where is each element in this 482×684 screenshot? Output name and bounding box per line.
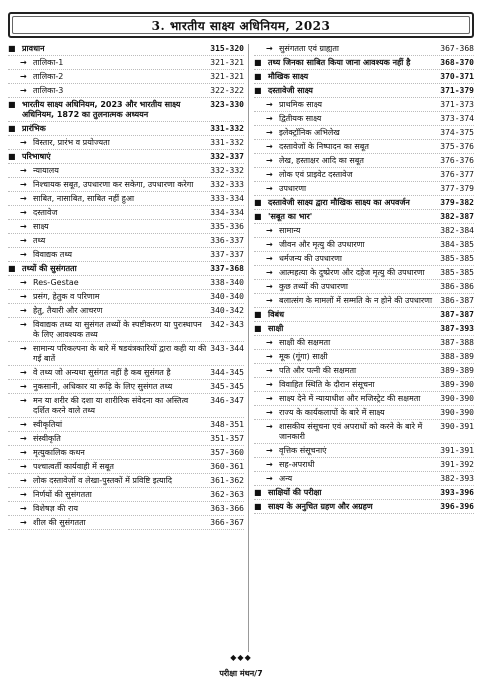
- index-columns: [8, 44, 474, 652]
- entry-label: ■ भारतीय साक्ष्य अधिनियम, 2023 और भारतीय साक्ष्य अधिनियम, 1872 का तुलनात्मक अध्ययन: [22, 100, 181, 119]
- entry-label: → जीवन और मृत्यु की उपधारणा: [279, 240, 365, 249]
- page-range: 387-387: [440, 310, 474, 319]
- entry-label: ■ दस्तावेजी साक्ष्य द्वारा मौखिक साक्ष्य का अपवर्जन: [268, 198, 410, 207]
- entry-separator: [8, 289, 244, 290]
- entry-label: → न्यायालय: [33, 166, 59, 175]
- page-range: 335-336: [210, 222, 244, 231]
- entry-label: → निश्चायक सबूत, उपधारणा कर सकेगा, उपधारणा करेगा: [33, 180, 194, 189]
- page-range: 384-385: [440, 240, 474, 249]
- subsection-item: [8, 344, 244, 364]
- entry-label: → विशेषज्ञ की राय: [33, 504, 78, 513]
- section-heading: [254, 58, 474, 68]
- entry-separator: [8, 487, 244, 488]
- entry-label: → विस्तार, प्रारंभ व प्रयोज्यता: [33, 138, 110, 147]
- entry-label: → तालिका-3: [33, 86, 64, 95]
- entry-label: → दस्तावेजों के निष्पादन का सबूत: [279, 142, 369, 151]
- entry-separator: [8, 473, 244, 474]
- subsection-item: [8, 194, 244, 204]
- subsection-item: [8, 368, 244, 378]
- page-range: 321-321: [210, 58, 244, 67]
- entry-label: → साक्षी की सक्षमता: [279, 338, 331, 347]
- entry-label: → लोक एवं प्राइवेट दस्तावेज: [279, 170, 353, 179]
- subsection-item: [254, 156, 474, 166]
- entry-label: → सह-अपराधी: [279, 460, 315, 469]
- page-range: 345-345: [210, 382, 244, 391]
- page-range: 390-390: [440, 408, 474, 417]
- footer-page-label: परीक्षा मंथन/7: [219, 669, 263, 678]
- section-heading: [254, 488, 474, 498]
- entry-separator: [8, 341, 244, 342]
- subsection-item: [8, 236, 244, 246]
- section-heading: [254, 86, 474, 96]
- page-range: 334-334: [210, 208, 244, 217]
- subsection-item: [254, 380, 474, 390]
- page-range: 342-343: [210, 320, 244, 329]
- subsection-item: [254, 296, 474, 306]
- entry-label: → साक्ष्य देने में न्यायाधीश और मजिस्ट्रेट की सक्षमता: [279, 394, 421, 403]
- entry-separator: [254, 181, 474, 182]
- subsection-item: [254, 268, 474, 278]
- page-range: 351-357: [210, 434, 244, 443]
- entry-separator: [254, 349, 474, 350]
- entry-label: → आत्महत्या के दुष्प्रेरण और दहेज मृत्यु की उपधारणा: [279, 268, 425, 277]
- entry-label: → नुकसानी, अधिकार या रूढ़ि के लिए सुसंगत तथ्य: [33, 382, 173, 391]
- page-range: 371-379: [440, 86, 474, 95]
- right-column: [254, 44, 474, 652]
- entry-label: → धर्मजन्य की उपधारणा: [279, 254, 342, 263]
- page-range: 385-385: [440, 254, 474, 263]
- subsection-item: [8, 278, 244, 288]
- page-range: 367-368: [440, 44, 474, 53]
- section-heading: [254, 72, 474, 82]
- page-range: 376-377: [440, 170, 474, 179]
- subsection-item: [8, 396, 244, 416]
- page-range: 386-387: [440, 296, 474, 305]
- entry-label: → तालिका-1: [33, 58, 64, 67]
- section-heading: [8, 264, 244, 274]
- entry-label: ■ साक्षियों की परीक्षा: [268, 488, 322, 497]
- page-range: 390-390: [440, 394, 474, 403]
- subsection-item: [254, 240, 474, 250]
- section-heading: [8, 152, 244, 162]
- entry-label: ■ विबंध: [268, 310, 285, 319]
- entry-separator: [254, 279, 474, 280]
- subsection-item: [8, 166, 244, 176]
- entry-separator: [8, 393, 244, 394]
- subsection-item: [254, 170, 474, 180]
- entry-label: ■ तथ्य जिनका साबित किया जाना आवश्यक नहीं है: [268, 58, 411, 67]
- page-range: 315-320: [210, 44, 244, 53]
- entry-separator: [254, 293, 474, 294]
- subsection-item: [8, 58, 244, 68]
- entry-separator: [8, 97, 244, 98]
- subsection-item: [8, 504, 244, 514]
- entry-separator: [8, 445, 244, 446]
- subsection-item: [254, 142, 474, 152]
- section-heading: [254, 502, 474, 512]
- subsection-item: [254, 184, 474, 194]
- entry-separator: [254, 139, 474, 140]
- subsection-item: [8, 138, 244, 148]
- entry-separator: [8, 247, 244, 248]
- page-range: 373-374: [440, 114, 474, 123]
- entry-separator: [8, 163, 244, 164]
- subsection-item: [254, 282, 474, 292]
- subsection-item: [254, 460, 474, 470]
- entry-label: → वृत्तिक संसूचनाएं: [279, 446, 327, 455]
- entry-separator: [8, 365, 244, 366]
- entry-label: → शील की सुसंगतता: [33, 518, 86, 527]
- entry-separator: [254, 471, 474, 472]
- subsection-item: [254, 128, 474, 138]
- entry-separator: [8, 191, 244, 192]
- entry-separator: [254, 485, 474, 486]
- entry-separator: [254, 265, 474, 266]
- entry-separator: [8, 219, 244, 220]
- entry-label: → लेख, हस्ताक्षर आदि का सबूत: [279, 156, 364, 165]
- entry-separator: [8, 55, 244, 56]
- entry-separator: [8, 233, 244, 234]
- entry-separator: [8, 69, 244, 70]
- subsection-item: [8, 72, 244, 82]
- subsection-item: [254, 100, 474, 110]
- entry-label: → निर्णयों की सुसंगतता: [33, 490, 92, 499]
- subsection-item: [254, 474, 474, 484]
- entry-separator: [254, 499, 474, 500]
- page-range: 357-360: [210, 448, 244, 457]
- subsection-item: [254, 226, 474, 236]
- entry-label: ■ परिभाषाएं: [22, 152, 51, 161]
- page-range: 323-330: [210, 100, 244, 109]
- entry-label: → राज्य के कार्यकलापों के बारे में साक्ष्य: [279, 408, 385, 417]
- entry-separator: [8, 379, 244, 380]
- entry-separator: [8, 529, 244, 530]
- subsection-item: [8, 420, 244, 430]
- entry-separator: [254, 405, 474, 406]
- entry-label: → कुछ तथ्यों की उपधारणा: [279, 282, 349, 291]
- entry-label: ■ साक्ष्य के अनुचित ग्रहण और अग्रहण: [268, 502, 373, 511]
- entry-label: → संस्वीकृति: [33, 434, 61, 443]
- entry-separator: [8, 501, 244, 502]
- page-range: 340-340: [210, 292, 244, 301]
- subsection-item: [8, 490, 244, 500]
- entry-separator: [254, 55, 474, 56]
- section-heading: [8, 124, 244, 134]
- entry-label: → द्वितीयक साक्ष्य: [279, 114, 322, 123]
- page-range: 344-345: [210, 368, 244, 377]
- entry-separator: [8, 303, 244, 304]
- entry-label: → Res-Gestae: [33, 278, 79, 287]
- section-heading: [254, 310, 474, 320]
- entry-separator: [8, 275, 244, 276]
- page-range: 376-376: [440, 156, 474, 165]
- entry-label: ■ प्रारंभिक: [22, 124, 46, 133]
- page-range: 389-390: [440, 380, 474, 389]
- subsection-item: [8, 448, 244, 458]
- page-range: 362-363: [210, 490, 244, 499]
- entry-label: ■ मौखिक साक्ष्य: [268, 72, 309, 81]
- entry-label: → वे तथ्य जो अन्यथा सुसंगत नहीं है कब सुसंगत है: [33, 368, 171, 377]
- entry-separator: [254, 443, 474, 444]
- subsection-item: [8, 250, 244, 260]
- subsection-item: [254, 422, 474, 442]
- entry-separator: [254, 167, 474, 168]
- entry-separator: [254, 419, 474, 420]
- page-range: 331-332: [210, 124, 244, 133]
- subsection-item: [8, 434, 244, 444]
- column-divider: [248, 44, 249, 652]
- page-range: 387-388: [440, 338, 474, 347]
- page-range: 322-322: [210, 86, 244, 95]
- subsection-item: [8, 518, 244, 528]
- page-range: 346-347: [210, 396, 244, 405]
- page-range: 377-379: [440, 184, 474, 193]
- subsection-item: [254, 366, 474, 376]
- entry-separator: [254, 321, 474, 322]
- entry-label: ■ तथ्यों की सुसंगतता: [22, 264, 77, 273]
- entry-label: → हेतु, तैयारी और आचरण: [33, 306, 103, 315]
- page-range: 374-375: [440, 128, 474, 137]
- title-text: 3. भारतीय साक्ष्य अधिनियम, 2023: [151, 18, 331, 33]
- entry-label: → विवाद्यक तथ्य: [33, 250, 73, 259]
- page-range: 336-337: [210, 236, 244, 245]
- page-range: 361-362: [210, 476, 244, 485]
- page-range: 382-384: [440, 226, 474, 235]
- page-range: 371-373: [440, 100, 474, 109]
- entry-separator: [254, 97, 474, 98]
- entry-separator: [8, 135, 244, 136]
- page-range: 387-393: [440, 324, 474, 333]
- page-range: 348-351: [210, 420, 244, 429]
- page-range: 366-367: [210, 518, 244, 527]
- page-range: 393-396: [440, 488, 474, 497]
- entry-separator: [254, 237, 474, 238]
- entry-separator: [254, 457, 474, 458]
- subsection-item: [254, 44, 474, 54]
- entry-label: → मूक (गूंगा) साक्षी: [279, 352, 328, 361]
- page-range: 333-334: [210, 194, 244, 203]
- section-heading: [8, 100, 244, 120]
- page-range: 382-387: [440, 212, 474, 221]
- page-range: 363-366: [210, 504, 244, 513]
- page-range: 331-332: [210, 138, 244, 147]
- page-range: 390-391: [440, 422, 474, 431]
- page-range: 321-321: [210, 72, 244, 81]
- entry-label: → प्रसंग, हेतुक व परिणाम: [33, 292, 100, 301]
- section-heading: [254, 324, 474, 334]
- entry-label: → पश्चात्वर्ती कार्यवाही में सबूत: [33, 462, 114, 471]
- page-range: 396-396: [440, 502, 474, 511]
- page-range: 332-332: [210, 166, 244, 175]
- subsection-item: [8, 222, 244, 232]
- entry-separator: [8, 459, 244, 460]
- page-range: 388-389: [440, 352, 474, 361]
- entry-separator: [8, 317, 244, 318]
- page-range: 337-368: [210, 264, 244, 273]
- entry-label: → बलात्संग के मामलों में सम्मति के न होने की उपधारणा: [279, 296, 433, 305]
- subsection-item: [254, 446, 474, 456]
- subsection-item: [254, 338, 474, 348]
- entry-separator: [8, 417, 244, 418]
- entry-label: ■ दस्तावेजी साक्ष्य: [268, 86, 313, 95]
- entry-label: → तथ्य: [33, 236, 46, 245]
- page-range: 385-385: [440, 268, 474, 277]
- page-range: 391-392: [440, 460, 474, 469]
- entry-separator: [254, 69, 474, 70]
- entry-separator: [254, 391, 474, 392]
- page-range: 343-344: [210, 344, 244, 353]
- entry-separator: [8, 515, 244, 516]
- page-range: 386-386: [440, 282, 474, 291]
- entry-separator: [254, 363, 474, 364]
- subsection-item: [254, 254, 474, 264]
- page-range: 338-340: [210, 278, 244, 287]
- section-heading: [8, 44, 244, 54]
- entry-label: → लोक दस्तावेजों व लेखा-पुस्तकों में प्रविष्टि इत्यादि: [33, 476, 173, 485]
- page-range: 332-333: [210, 180, 244, 189]
- entry-label: → तालिका-2: [33, 72, 64, 81]
- entry-separator: [254, 111, 474, 112]
- entry-label: → स्वीकृतियां: [33, 420, 63, 429]
- entry-label: → इलेक्ट्रॉनिक अभिलेख: [279, 128, 340, 137]
- entry-label: → मृत्युकालिक कथन: [33, 448, 85, 457]
- section-heading: [254, 198, 474, 208]
- section-heading: [254, 212, 474, 222]
- entry-label: → साक्ष्य: [33, 222, 49, 231]
- entry-separator: [8, 177, 244, 178]
- subsection-item: [8, 306, 244, 316]
- page-range: 391-391: [440, 446, 474, 455]
- entry-label: → उपधारणा: [279, 184, 307, 193]
- entry-label: → प्राथमिक साक्ष्य: [279, 100, 322, 109]
- page-range: 379-382: [440, 198, 474, 207]
- page-range: 382-393: [440, 474, 474, 483]
- subsection-item: [8, 382, 244, 392]
- entry-separator: [254, 377, 474, 378]
- page-range: 332-337: [210, 152, 244, 161]
- subsection-item: [8, 208, 244, 218]
- entry-separator: [8, 261, 244, 262]
- subsection-item: [8, 476, 244, 486]
- entry-label: → मन या शरीर की दशा या शारीरिक संवेदना का अस्तित्व दर्शित करने वाले तथ्य: [33, 396, 189, 415]
- subsection-item: [8, 180, 244, 190]
- entry-label: ■ प्रावधान: [22, 44, 45, 53]
- entry-label: → सामान्य परिकल्पना के बारे में षडयंत्रकारियों द्वारा कही या की गई बातें: [33, 344, 207, 363]
- entry-label: → दस्तावेज: [33, 208, 58, 217]
- entry-separator: [254, 307, 474, 308]
- footer-ornament: ◆◆◆: [230, 653, 252, 662]
- page-title: [8, 12, 474, 38]
- page-range: 389-389: [440, 366, 474, 375]
- entry-label: → सामान्य: [279, 226, 301, 235]
- entry-separator: [8, 83, 244, 84]
- entry-separator: [8, 205, 244, 206]
- subsection-item: [8, 320, 244, 340]
- entry-label: → विवाहित स्थिति के दौरान संसूचना: [279, 380, 375, 389]
- subsection-item: [8, 462, 244, 472]
- entry-separator: [254, 513, 474, 514]
- page-range: 337-337: [210, 250, 244, 259]
- left-column: [8, 44, 244, 652]
- subsection-item: [254, 352, 474, 362]
- page-range: 340-342: [210, 306, 244, 315]
- entry-label: → साबित, नासाबित, साबित नहीं हुआ: [33, 194, 134, 203]
- page-range: 368-370: [440, 58, 474, 67]
- entry-separator: [254, 153, 474, 154]
- page-range: 360-361: [210, 462, 244, 471]
- entry-separator: [254, 335, 474, 336]
- entry-label: ■ साक्षी: [268, 324, 284, 333]
- subsection-item: [8, 86, 244, 96]
- entry-label: → विवाद्यक तथ्य या सुसंगत तथ्यों के स्पष्टीकरण या पुरःस्थापन के लिए आवश्यक तथ्य: [33, 320, 202, 339]
- entry-separator: [8, 149, 244, 150]
- entry-separator: [254, 223, 474, 224]
- entry-label: ■ 'सबूत का भार': [268, 212, 313, 221]
- entry-separator: [8, 121, 244, 122]
- entry-separator: [254, 209, 474, 210]
- entry-label: → शासकीय संसूचना एवं अपराधों को करने के बारे में जानकारी: [279, 422, 423, 441]
- entry-separator: [254, 125, 474, 126]
- entry-label: → अन्य: [279, 474, 293, 483]
- subsection-item: [8, 292, 244, 302]
- page-range: 375-376: [440, 142, 474, 151]
- entry-separator: [8, 431, 244, 432]
- subsection-item: [254, 114, 474, 124]
- entry-label: → सुसंगतता एवं ग्राह्यता: [279, 44, 339, 53]
- entry-separator: [254, 83, 474, 84]
- subsection-item: [254, 394, 474, 404]
- entry-separator: [254, 195, 474, 196]
- subsection-item: [254, 408, 474, 418]
- entry-label: → पति और पत्नी की सक्षमता: [279, 366, 357, 375]
- page-range: 370-371: [440, 72, 474, 81]
- entry-separator: [254, 251, 474, 252]
